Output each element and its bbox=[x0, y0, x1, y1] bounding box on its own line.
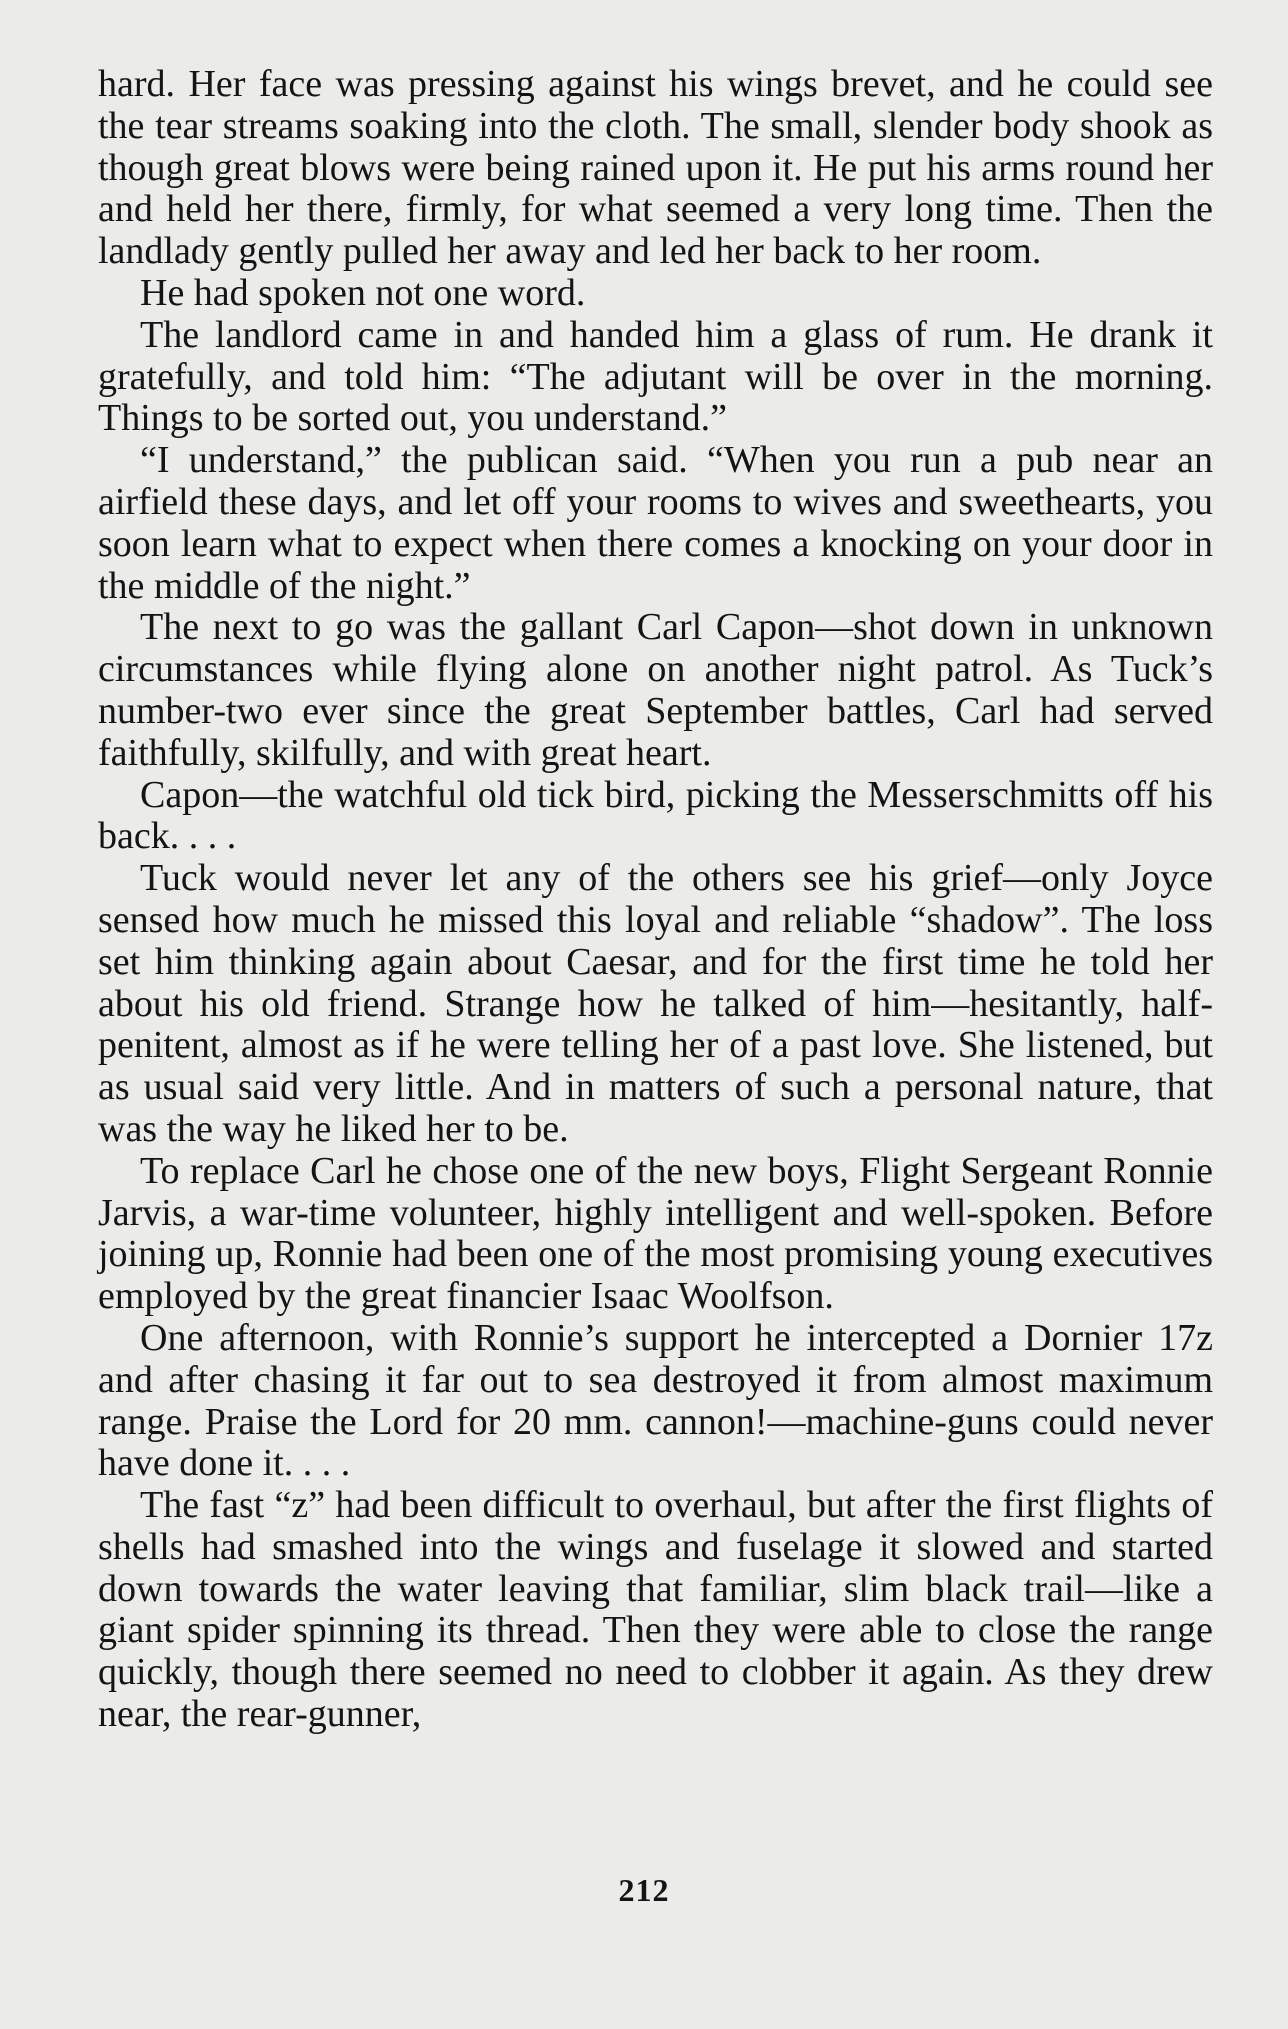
paragraph: The fast “z” had been difficult to overhaul, but after the first flights of shells had smashed into the wings and fuselage it slowed and started down towards the water leaving that familiar, slim black trail—like a giant spider spinning its thread. Then they were able to close the range quickly, though there seemed no need to clobber it again. As they drew near, the rear-gunner, bbox=[98, 1484, 1213, 1736]
page-number: 212 bbox=[618, 1872, 670, 1908]
paragraph: hard. Her face was pressing against his wings brevet, and he could see the tear streams soaking into the cloth. The small, slender body shook as though great blows were being rained upon it. He put his arms round her and held her there, firmly, for what seemed a very long time. Then the landlady gently pulled her away and led her back to her room. bbox=[98, 63, 1213, 273]
body-text bbox=[98, 64, 1213, 1736]
paragraph: The landlord came in and handed him a glass of rum. He drank it gratefully, and told him: “The adjutant will be over in the morning. Things to be sorted out, you understand.” bbox=[98, 313, 1213, 440]
paragraph: To replace Carl he chose one of the new boys, Flight Sergeant Ronnie Jarvis, a war-time volunteer, highly intelligent and well-spoken. Before joining up, Ronnie had been one of the most promising young executives employed by the great financier Isaac Woolfson. bbox=[98, 1149, 1213, 1318]
paragraph: The next to go was the gallant Carl Capon—shot down in unknown circumstances while flying alone on another night patrol. As Tuck’s number-two ever since the great September battles, Carl had served faithfully, skilfully, and with great heart. bbox=[98, 606, 1213, 774]
paragraph: One afternoon, with Ronnie’s support he intercepted a Dornier 17z and after chasing it far out to sea destroyed it from almost maximum range. Praise the Lord for 20 mm. cannon!—machine-guns could never have done it. . . . bbox=[98, 1316, 1213, 1485]
paragraph: He had spoken not one word. bbox=[140, 271, 586, 314]
paragraph: Capon—the watchful old tick bird, picking the Messerschmitts off his back. . . . bbox=[98, 773, 1213, 858]
paragraph: Tuck would never let any of the others see his grief—only Joyce sensed how much he missed this loyal and reliable “shadow”. The loss set him thinking again about Caesar, and for the first time he told her about his old friend. Strange how he talked of him—hesitantly, half-penitent, almost as if he were telling her of a past love. She listened, but as usual said very little. And in matters of such a personal nature, that was the way he liked her to be. bbox=[98, 857, 1213, 1150]
paragraph: “I understand,” the publican said. “When you run a pub near an airfield these days, and let off your rooms to wives and sweethearts, you soon learn what to expect when there comes a knocking on your door in the middle of the night.” bbox=[98, 439, 1213, 607]
